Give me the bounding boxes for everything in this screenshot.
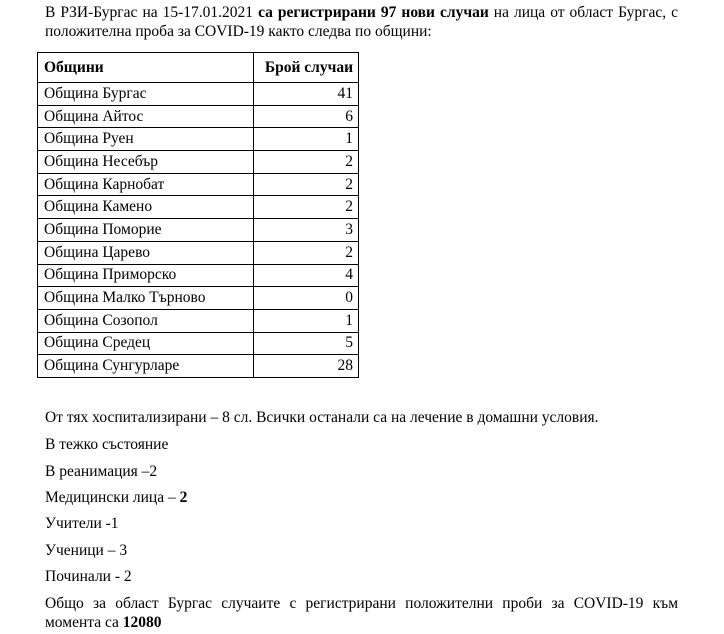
case-count: 41 (254, 83, 359, 106)
table-row (38, 151, 359, 174)
table-header-row (38, 53, 359, 83)
table-row (38, 309, 359, 332)
table-row (38, 264, 359, 287)
header-case-count: Брой случаи (254, 53, 359, 83)
intro-paragraph (45, 3, 678, 41)
table-row (38, 128, 359, 151)
municipality-name: Община Поморие (38, 219, 254, 242)
teachers-line: Учители -1 (45, 515, 119, 532)
table-row (38, 355, 359, 378)
table-row (38, 173, 359, 196)
municipality-name: Община Средец (38, 332, 254, 355)
case-count: 2 (254, 151, 359, 174)
municipality-name: Община Руен (38, 128, 254, 151)
medical-staff-label: Медицински лица – (45, 489, 180, 506)
header-municipalities: Общини (38, 53, 254, 83)
total-cases-value: 12080 (122, 614, 162, 631)
case-count: 2 (254, 241, 359, 264)
case-count: 2 (254, 196, 359, 219)
municipality-name: Община Несебър (38, 151, 254, 174)
icu-line: В реанимация –2 (45, 463, 158, 480)
total-cases-paragraph (45, 594, 678, 632)
table-row (38, 196, 359, 219)
intro-new-cases: са регистрирани 97 нови случаи (258, 4, 489, 21)
hospitalized-line: От тях хоспитализирани – 8 сл. Всички останали са на лечение в домашни условия. (45, 409, 599, 426)
municipality-name: Община Царево (38, 241, 254, 264)
total-cases-label: Общо за област Бургас случаите с регистрирани положителни проби за COVID-19 към момента са (45, 595, 678, 631)
deceased-line: Починали - 2 (45, 568, 132, 585)
severe-condition-line: В тежко състояние (45, 436, 169, 453)
municipality-name: Община Созопол (38, 309, 254, 332)
case-count: 3 (254, 219, 359, 242)
case-count: 28 (254, 355, 359, 378)
municipality-name: Община Айтос (38, 105, 254, 128)
medical-staff-line (45, 488, 187, 507)
case-count: 2 (254, 173, 359, 196)
case-count: 0 (254, 287, 359, 310)
table-row (38, 241, 359, 264)
municipality-name: Община Сунгурларе (38, 355, 254, 378)
municipality-name: Община Камено (38, 196, 254, 219)
municipality-name: Община Бургас (38, 83, 254, 106)
cases-by-municipality-table (37, 52, 359, 378)
table-row (38, 219, 359, 242)
municipality-name: Община Приморско (38, 264, 254, 287)
case-count: 1 (254, 128, 359, 151)
medical-staff-count: 2 (179, 489, 188, 506)
case-count: 6 (254, 105, 359, 128)
students-line: Ученици – 3 (45, 542, 128, 559)
table-row (38, 83, 359, 106)
municipality-name: Община Карнобат (38, 173, 254, 196)
table-row (38, 287, 359, 310)
intro-text-end: на лица от област Бургас, с положителна проба за COVID-19 както следва по общини: (45, 4, 678, 40)
intro-text-start: В РЗИ-Бургас на 15-17.01.2021 (45, 4, 259, 21)
case-count: 5 (254, 332, 359, 355)
case-count: 1 (254, 309, 359, 332)
table-row (38, 105, 359, 128)
table-row (38, 332, 359, 355)
case-count: 4 (254, 264, 359, 287)
municipality-name: Община Малко Търново (38, 287, 254, 310)
